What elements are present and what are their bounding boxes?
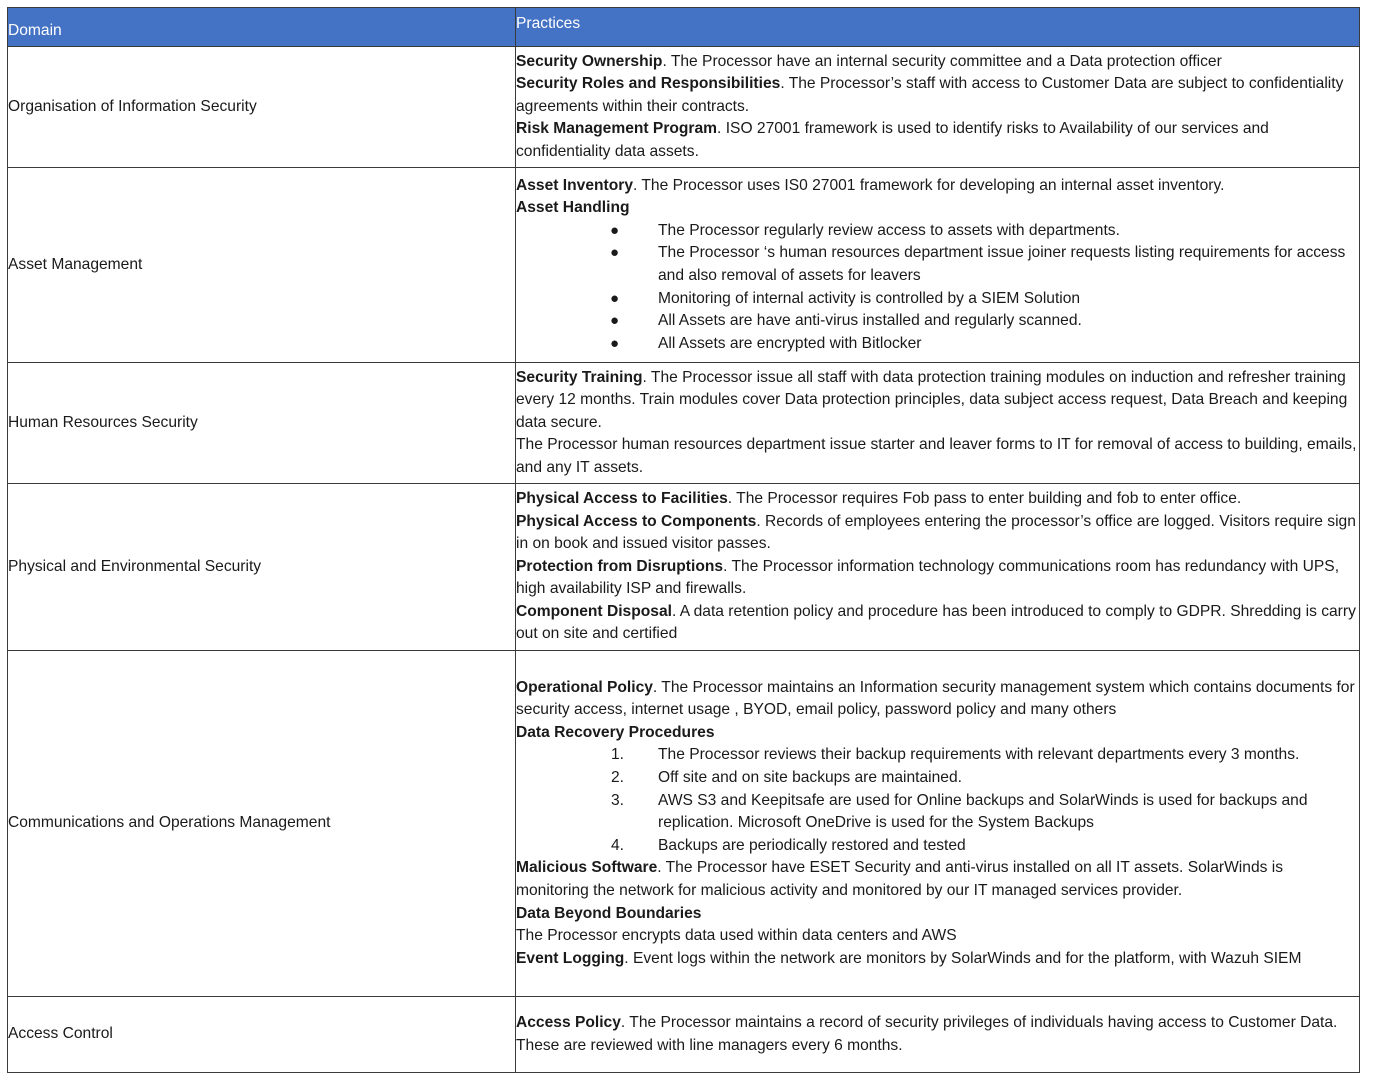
bullet-list: [516, 220, 1359, 356]
domain-cell: Human Resources Security: [8, 363, 516, 484]
list-item-text: The Processor ‘s human resources department issue joiner requests listing requirements for access and also removal of assets for leavers: [658, 244, 1346, 284]
practice-item: [516, 1012, 1359, 1057]
list-item: [516, 744, 1359, 767]
practices-cell: [516, 363, 1360, 484]
practice-text: The Processor human resources department issue starter and leaver forms to IT for removal of access to building, emails, and any IT assets.: [516, 436, 1357, 476]
list-item-text: Off site and on site backups are maintained.: [658, 769, 962, 787]
practice-text: . The Processor have ESET Security and anti-virus installed on all IT assets. SolarWinds is monitoring the network for malicious activity and monitored by our IT managed services provider.: [516, 859, 1284, 899]
practices-cell: [516, 651, 1360, 997]
practice-heading: Malicious Software: [516, 859, 658, 877]
table-row: [8, 363, 1360, 484]
practice-text: . The Processor have an internal security committee and a Data protection officer: [662, 52, 1222, 70]
numbered-list: [516, 744, 1359, 857]
practice-item: [516, 925, 1359, 948]
practice-item: [516, 903, 1359, 926]
list-item: [516, 790, 1359, 835]
practice-heading: Data Beyond Boundaries: [516, 904, 702, 922]
bullet-icon: ●: [610, 334, 620, 352]
list-item: [516, 220, 1359, 243]
practice-item: [516, 175, 1359, 198]
list-item: [516, 767, 1359, 790]
list-item-text: Backups are periodically restored and tested: [658, 836, 966, 854]
practice-item: [516, 722, 1359, 745]
practice-item: [516, 73, 1359, 118]
security-practices-table: [7, 7, 1360, 1073]
practice-item: [516, 434, 1359, 479]
practices-cell: [516, 484, 1360, 651]
practice-text: . A data retention policy and procedure has been introduced to comply to GDPR. Shredding is carry out on site and certified: [516, 602, 1356, 643]
list-item-text: The Processor reviews their backup requirements with relevant departments every 3 months.: [658, 746, 1300, 764]
practice-item: [516, 556, 1359, 601]
practice-heading: Risk Management Program: [516, 120, 718, 138]
list-number: 4.: [611, 836, 625, 854]
list-item-text: Monitoring of internal activity is controlled by a SIEM Solution: [658, 289, 1081, 307]
list-item-text: AWS S3 and Keepitsafe are used for Online backups and SolarWinds is used for backups and replication. Microsoft OneDrive is used for the System Backups: [658, 791, 1308, 832]
list-item-text: The Processor regularly review access to assets with departments.: [658, 221, 1120, 239]
list-item: [516, 310, 1359, 333]
practices-column-header: Practices: [516, 8, 1360, 47]
practices-cell: [516, 997, 1360, 1073]
bullet-icon: ●: [610, 244, 620, 262]
domain-cell: Access Control: [8, 997, 516, 1073]
practice-text: . The Processor maintains an Information security management system which contains documents for security access, internet usage , BYOD, email policy, password policy and many others: [516, 678, 1355, 719]
domain-cell: Physical and Environmental Security: [8, 484, 516, 651]
domain-cell: Organisation of Information Security: [8, 47, 516, 168]
practice-heading: Physical Access to Components: [516, 512, 757, 530]
practice-heading: Component Disposal: [516, 602, 672, 620]
practice-heading: Operational Policy: [516, 678, 653, 696]
list-item: [516, 333, 1359, 356]
list-item: [516, 835, 1359, 858]
bullet-icon: ●: [610, 312, 620, 330]
practice-item: [516, 118, 1359, 163]
domain-cell: Asset Management: [8, 168, 516, 363]
practice-text: . ISO 27001 framework is used to identify risks to Availability of our services and confidentiality data assets.: [516, 120, 1269, 160]
domain-cell: Communications and Operations Management: [8, 651, 516, 997]
practice-heading: Protection from Disruptions: [516, 557, 724, 575]
practice-item: [516, 367, 1359, 435]
practice-item: [516, 51, 1359, 74]
practice-heading: Event Logging: [516, 949, 625, 967]
list-item: [516, 242, 1359, 287]
practice-item: [516, 488, 1359, 511]
practice-heading: Access Policy: [516, 1013, 621, 1031]
practice-text: . The Processor maintains a record of security privileges of individuals having access to Customer Data. These are reviewed with line managers every 6 months.: [516, 1013, 1338, 1054]
table-header-row: [8, 8, 1360, 47]
practice-heading: Asset Handling: [516, 199, 630, 217]
practice-text: . Event logs within the network are monitors by SolarWinds and for the platform, with Wazuh SIEM: [624, 949, 1302, 967]
practice-item: [516, 197, 1359, 220]
practice-item: [516, 601, 1359, 646]
table-row: [8, 997, 1360, 1073]
practice-item: [516, 948, 1359, 971]
practice-text: . Records of employees entering the processor’s office are logged. Visitors require sign in on book and issued visitor passes.: [516, 512, 1356, 553]
domain-column-header: Domain: [8, 8, 516, 47]
practice-heading: Security Training: [516, 368, 643, 386]
practice-text: . The Processor requires Fob pass to enter building and fob to enter office.: [727, 489, 1242, 507]
practice-item: [516, 857, 1359, 902]
practice-text: . The Processor issue all staff with data protection training modules on induction and refresher training every 12 months. Train modules cover Data protection principles, data subject access request, Data Breach and keeping data secure.: [516, 368, 1348, 431]
list-item-text: All Assets are encrypted with Bitlocker: [658, 334, 922, 352]
table-row: [8, 47, 1360, 168]
practice-text: . The Processor uses IS0 27001 framework for developing an internal asset inventory.: [633, 176, 1225, 194]
list-number: 3.: [611, 791, 625, 809]
list-number: 1.: [611, 746, 625, 764]
practice-heading: Data Recovery Procedures: [516, 723, 715, 741]
practice-heading: Security Ownership: [516, 52, 663, 70]
practice-item: [516, 677, 1359, 722]
bullet-icon: ●: [610, 221, 620, 239]
table-row: [8, 651, 1360, 997]
list-number: 2.: [611, 769, 625, 787]
practice-heading: Asset Inventory: [516, 176, 633, 194]
practice-heading: Security Roles and Responsibilities: [516, 75, 781, 93]
table-row: [8, 168, 1360, 363]
bullet-icon: ●: [610, 289, 620, 307]
practices-cell: [516, 47, 1360, 168]
practice-text: . The Processor information technology communications room has redundancy with UPS, high availability ISP and firewalls.: [516, 557, 1340, 598]
list-item: [516, 288, 1359, 311]
practice-heading: Physical Access to Facilities: [516, 489, 728, 507]
practice-text: The Processor encrypts data used within data centers and AWS: [516, 927, 957, 945]
table-row: [8, 484, 1360, 651]
practice-item: [516, 511, 1359, 556]
practices-cell: [516, 168, 1360, 363]
practice-text: . The Processor’s staff with access to Customer Data are subject to confidentiality agreements within their contracts.: [516, 75, 1344, 115]
list-item-text: All Assets are have anti-virus installed and regularly scanned.: [658, 312, 1082, 330]
